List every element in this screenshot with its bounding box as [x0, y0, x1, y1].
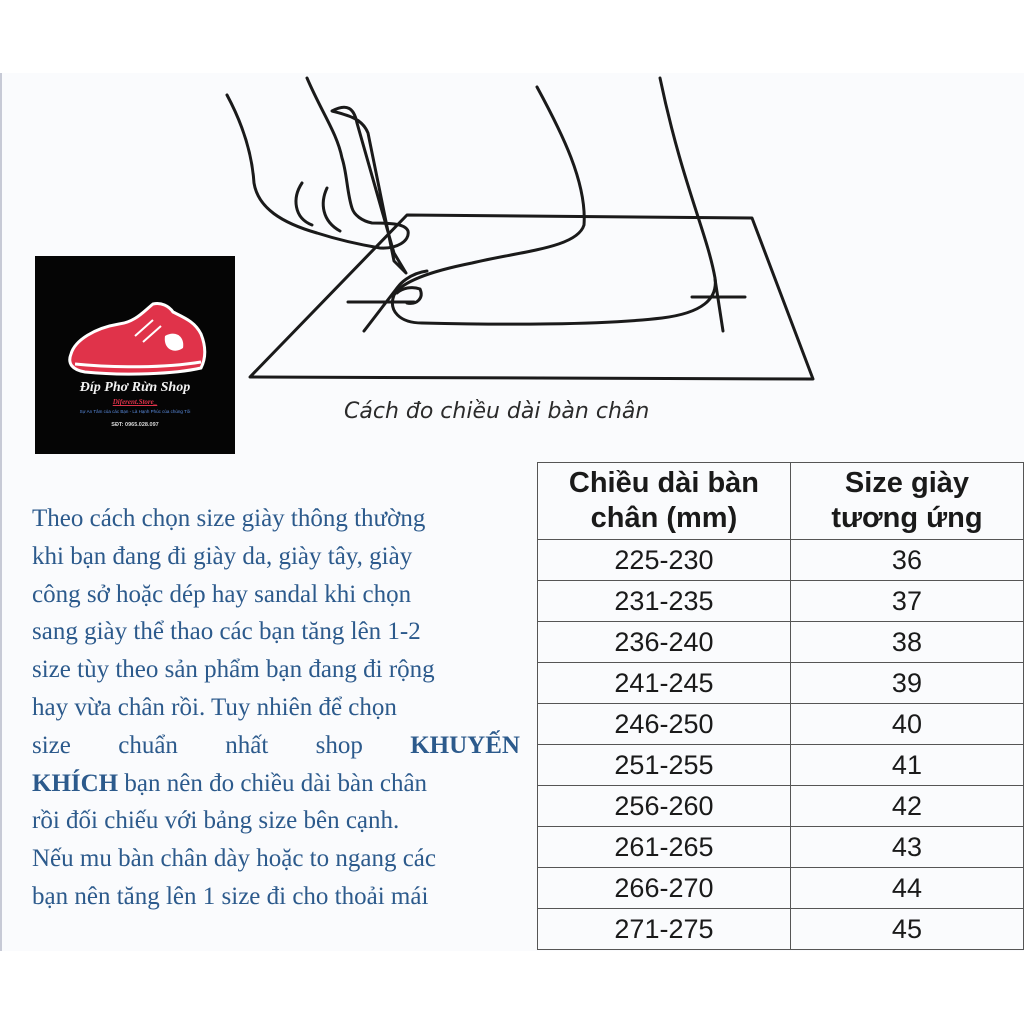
- table-row: [538, 745, 1024, 786]
- foot-length-cell: 256-260: [538, 786, 791, 827]
- advice-word: size: [32, 731, 71, 759]
- advice-word: shop: [315, 731, 363, 759]
- foot-length-cell: 271-275: [538, 909, 791, 950]
- table-row: [538, 704, 1024, 745]
- shop-name: Đíp Phơ Rừn Shop: [79, 380, 191, 395]
- shop-tagline: Sự An Tâm của các Bạn - Là Hạnh Phúc của chúng Tôi: [79, 409, 191, 414]
- size-guide-card: [0, 73, 1024, 951]
- advice-word: chuẩn: [118, 731, 178, 759]
- foot-length-cell: 251-255: [538, 745, 791, 786]
- table-row: [538, 581, 1024, 622]
- advice-line: [32, 765, 520, 803]
- table-row: [538, 622, 1024, 663]
- shoe-size-cell: 44: [790, 868, 1023, 909]
- shop-logo: [35, 256, 235, 454]
- foot-length-cell: 261-265: [538, 827, 791, 868]
- advice-highlight: KHUYẾN: [410, 731, 520, 759]
- shop-subtitle: Diferent.Store_: [112, 398, 158, 406]
- advice-line: size tùy theo sản phẩm bạn đang đi rộng: [32, 656, 435, 684]
- illustration-caption: Cách đo chiều dài bàn chân: [344, 399, 650, 424]
- shoe-size-cell: 36: [790, 540, 1023, 581]
- table-row: [538, 868, 1024, 909]
- advice-line: rồi đối chiếu với bảng size bên cạnh.: [32, 807, 400, 835]
- advice-highlight: KHÍCH: [32, 769, 119, 797]
- advice-line: hay vừa chân rồi. Tuy nhiên để chọn: [32, 693, 397, 721]
- table-row: [538, 663, 1024, 704]
- advice-word: nhất: [225, 731, 269, 759]
- table-row: [538, 786, 1024, 827]
- pencil: [332, 107, 406, 273]
- shoe-size-cell: 39: [790, 663, 1023, 704]
- toe-mark: [348, 288, 414, 331]
- shoe-size-cell: 40: [790, 704, 1023, 745]
- shoe-size-cell: 41: [790, 745, 1023, 786]
- shop-phone: SĐT: 0965.028.097: [111, 422, 159, 428]
- shoe-size-cell: 45: [790, 909, 1023, 950]
- advice-line: Theo cách chọn size giày thông thường: [32, 505, 426, 532]
- header-foot-length: Chiều dài bàn chân (mm): [538, 463, 791, 540]
- foot-length-cell: 246-250: [538, 704, 791, 745]
- advice-line: Nếu mu bàn chân dày hoặc to ngang các: [32, 845, 437, 873]
- table-row: [538, 827, 1024, 868]
- foot-length-cell: 236-240: [538, 622, 791, 663]
- header-shoe-size: Size giày tương ứng: [790, 463, 1023, 540]
- shoe-size-cell: 42: [790, 786, 1023, 827]
- size-advice-text: [32, 500, 520, 916]
- foot-length-cell: 266-270: [538, 868, 791, 909]
- advice-line: [32, 727, 520, 765]
- table-row: [538, 909, 1024, 950]
- table-row: [538, 540, 1024, 581]
- advice-line: công sở hoặc dép hay sandal khi chọn: [32, 580, 412, 608]
- shoe-size-cell: 37: [790, 581, 1023, 622]
- hand-outline: [227, 78, 408, 248]
- table-header-row: [538, 463, 1024, 540]
- foot-length-cell: 225-230: [538, 540, 791, 581]
- advice-line: khi bạn đang đi giày da, giày tây, giày: [32, 542, 413, 570]
- foot-length-cell: 231-235: [538, 581, 791, 622]
- shoe-size-cell: 38: [790, 622, 1023, 663]
- advice-line: sang giày thể thao các bạn tăng lên 1-2: [32, 618, 421, 646]
- advice-line: bạn nên tăng lên 1 size đi cho thoải mái: [32, 882, 429, 910]
- foot-outline: [392, 78, 715, 324]
- advice-text: bạn nên đo chiều dài bàn chân: [118, 769, 428, 797]
- size-chart-table: [537, 462, 1024, 950]
- foot-length-cell: 241-245: [538, 663, 791, 704]
- heel-mark: [692, 279, 745, 331]
- shoe-size-cell: 43: [790, 827, 1023, 868]
